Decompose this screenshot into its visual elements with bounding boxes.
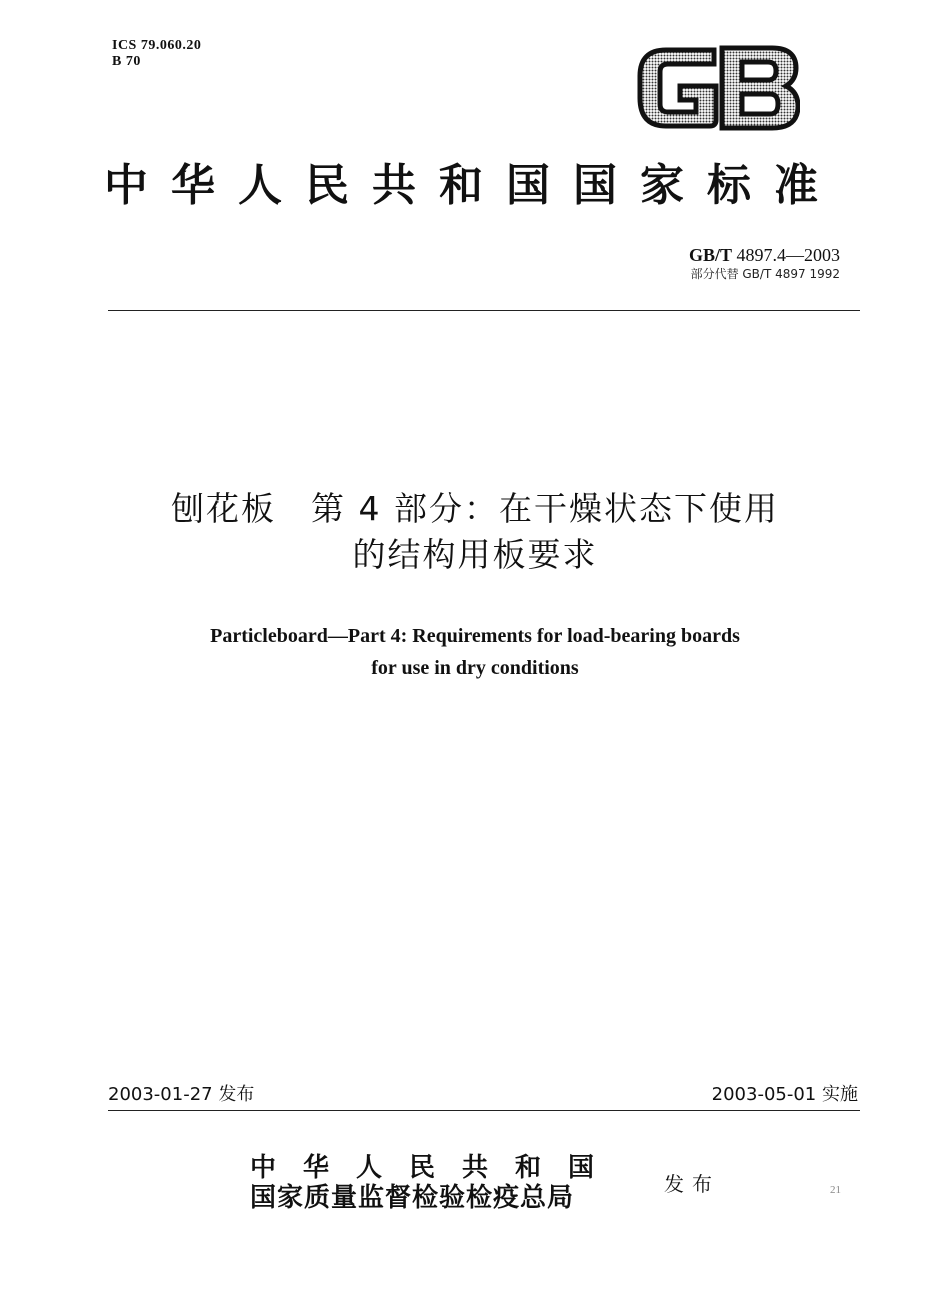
national-standard-title: 中华人民共和国国家标准 bbox=[104, 160, 841, 211]
replaces-note: 部分代替 GB/T 4897 1992 bbox=[690, 267, 840, 281]
ccs-code: B 70 bbox=[112, 54, 141, 69]
classification-codes bbox=[112, 38, 201, 70]
implementation-date: 2003-05-01 实施 bbox=[711, 1084, 858, 1105]
chinese-title bbox=[0, 486, 950, 578]
footer-divider bbox=[108, 1110, 860, 1111]
issuing-authority bbox=[250, 1153, 621, 1213]
standard-code-prefix: GB/T bbox=[688, 245, 732, 265]
standard-code bbox=[689, 244, 840, 266]
chinese-title-line-2: 的结构用板要求 bbox=[352, 535, 598, 574]
issue-date: 2003-01-27 发布 bbox=[108, 1084, 255, 1105]
ics-code: ICS 79.060.20 bbox=[112, 38, 202, 53]
chinese-title-line-1: 刨花板 第 4 部分：在干燥状态下使用 bbox=[171, 489, 779, 528]
header-divider bbox=[108, 310, 860, 311]
publish-label: 发布 bbox=[664, 1172, 720, 1196]
standard-code-number: 4897.4—2003 bbox=[736, 245, 840, 265]
english-title-line-1: Particleboard—Part 4: Requirements for load-bearing boards bbox=[210, 625, 740, 647]
english-title-line-2: for use in dry conditions bbox=[371, 657, 579, 679]
page-number: 21 bbox=[830, 1184, 841, 1196]
gb-logo bbox=[636, 42, 800, 132]
english-title bbox=[0, 620, 950, 684]
issuer-line-2: 国家质量监督检验检疫总局 bbox=[250, 1183, 575, 1213]
standard-number-block bbox=[689, 244, 840, 282]
issuer-line-1: 中华人民共和国 bbox=[250, 1153, 622, 1183]
